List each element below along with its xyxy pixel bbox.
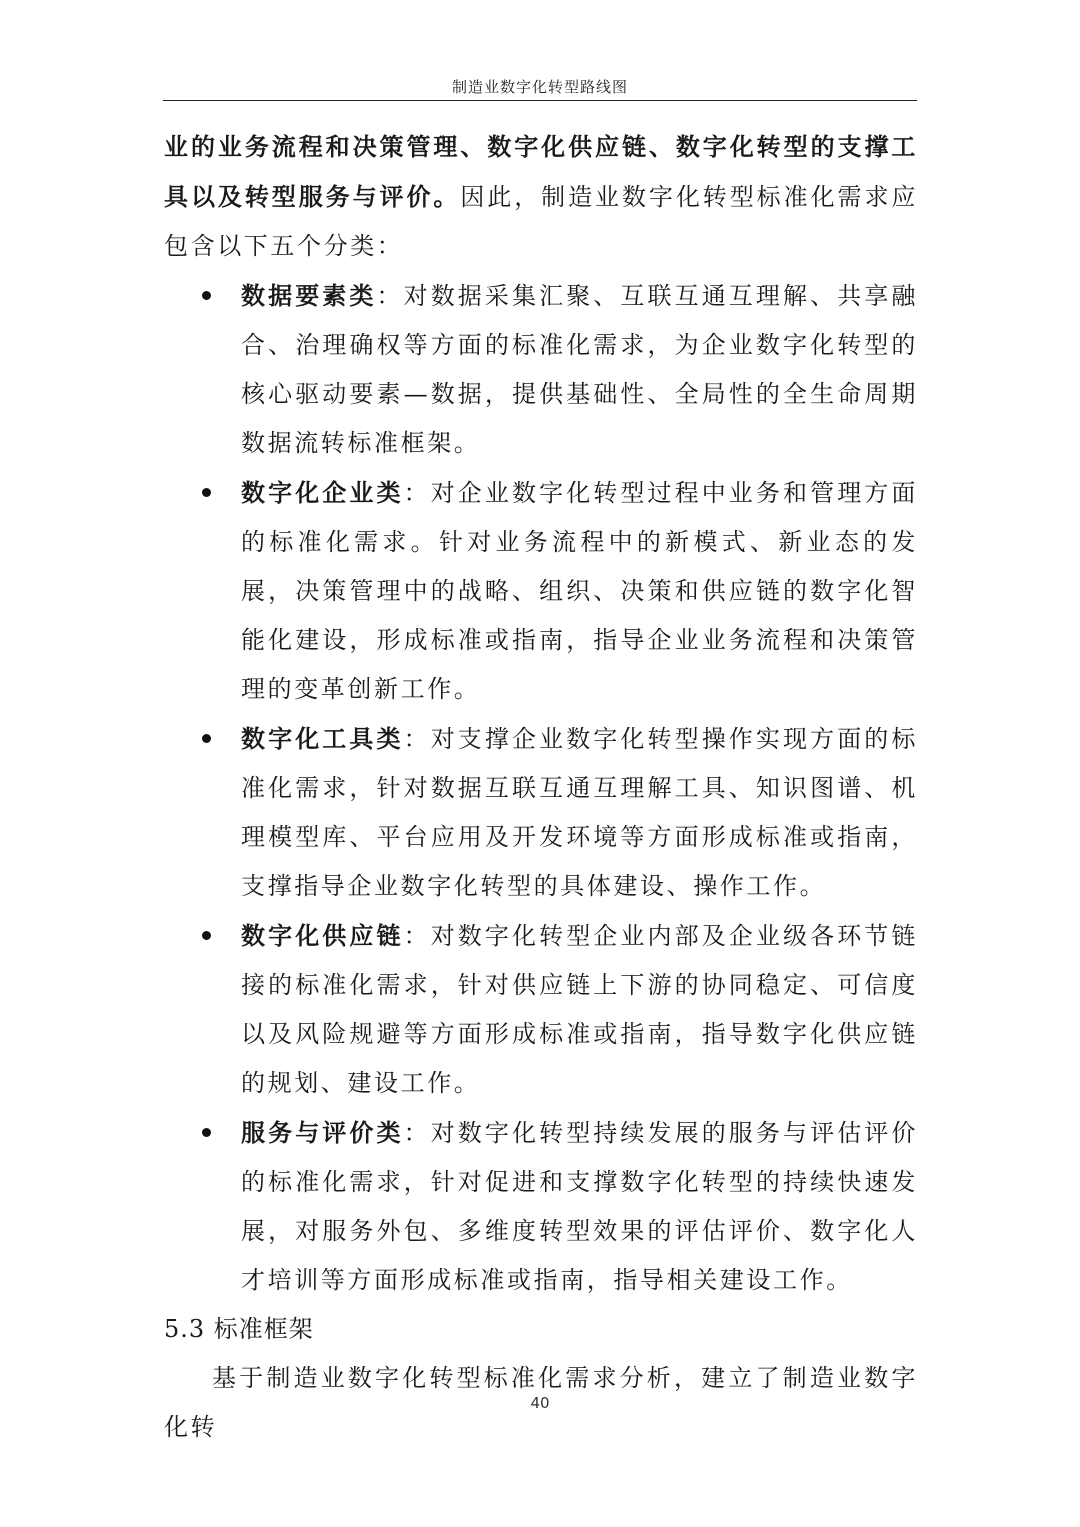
list-item [164,714,918,911]
list-item [164,271,918,468]
section-paragraph: 基于制造业数字化转型标准化需求分析，建立了制造业数字化转 [164,1364,918,1441]
intro-normal-text: 因此，制造业数字化转型标准化需求应包含以下五个分类： [164,183,918,260]
list-item-text: ：对数字化转型企业内部及企业级各环节链接的标准化需求，针对供应链上下游的协同稳定、可信度以及风险规避等方面形成标准或指南，指导数字化供应链的规划、建设工作。 [241,922,918,1097]
list-item-term: 数字化供应链 [241,921,404,950]
list-item-term: 服务与评价类 [241,1118,404,1147]
bullet-dot-icon [202,931,211,940]
bullet-dot-icon [202,1128,211,1137]
intro-paragraph [164,122,918,271]
section-heading: 5.3 标准框架 [164,1315,314,1343]
bullet-dot-icon [202,488,211,497]
bullet-dot-icon [202,734,211,743]
list-item-text: ：对企业数字化转型过程中业务和管理方面的标准化需求。针对业务流程中的新模式、新业态的发展，决策管理中的战略、组织、决策和供应链的数字化智能化建设，形成标准或指南，指导企业业务流程和决策管理的变革创新工作。 [241,479,918,703]
list-item-term: 数据要素类 [241,281,377,310]
header-divider [163,100,917,101]
list-item-text: ：对数据采集汇聚、互联互通互理解、共享融合、治理确权等方面的标准化需求，为企业数字化转型的核心驱动要素—数据，提供基础性、全局性的全生命周期数据流转标准框架。 [241,282,918,457]
running-header-title: 制造业数字化转型路线图 [451,78,628,96]
list-item-text: ：对数字化转型持续发展的服务与评估评价的标准化需求，针对促进和支撑数字化转型的持续快速发展，对服务外包、多维度转型效果的评估评价、数字化人才培训等方面形成标准或指南，指导相关建设工作。 [241,1119,918,1294]
list-item-term: 数字化工具类 [241,724,404,753]
list-item-text: ：对支撑企业数字化转型操作实现方面的标准化需求，针对数据互联互通互理解工具、知识图谱、机理模型库、平台应用及开发环境等方面形成标准或指南，支撑指导企业数字化转型的具体建设、操作工作。 [241,725,918,900]
classification-list [164,271,918,1305]
list-item-term: 数字化企业类 [241,478,404,507]
document-body [164,122,918,1452]
list-item [164,1108,918,1305]
list-item [164,911,918,1108]
bullet-dot-icon [202,291,211,300]
list-item [164,468,918,714]
page-number: 40 [530,1394,550,1412]
intro-bold-text: 业的业务流程和决策管理、数字化供应链、数字化转型的支撑工具以及转型服务与评价。 [164,132,918,211]
